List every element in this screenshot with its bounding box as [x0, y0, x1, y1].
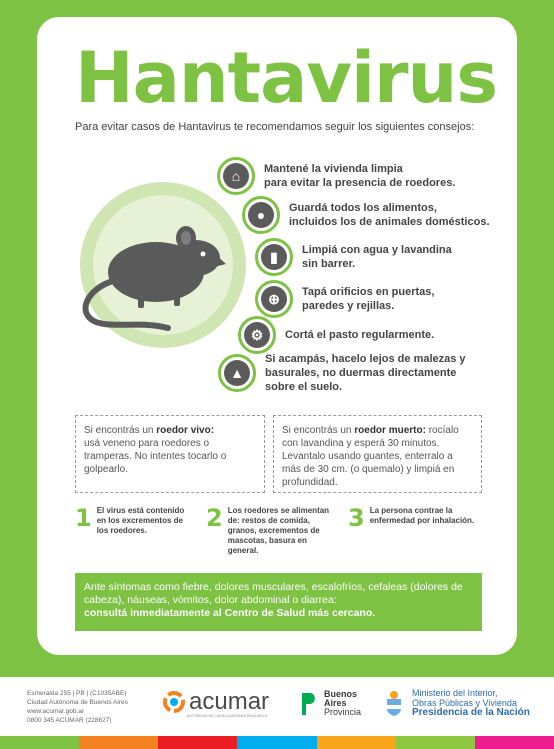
website-link[interactable]: www.acumar.gob.ar — [27, 708, 85, 715]
live-rodent-prefix: Si encontrás un — [84, 425, 157, 436]
acumar-wordmark: acumar — [189, 688, 270, 715]
fact-1 — [75, 506, 192, 536]
nacion-logo — [384, 688, 530, 718]
address-line: Esmeralda 255 | PB | (C1035ABE) — [27, 690, 127, 697]
acumar-logo — [163, 688, 270, 718]
fact-number: 1 — [75, 504, 92, 532]
dead-rodent-bold: roedor muerto: — [354, 425, 426, 436]
fact-text: El virus está contenido en los excrementos de los roedores. — [96, 506, 185, 535]
presidency-line: Presidencia de la Nación — [412, 707, 530, 718]
buenos-aires-logo — [300, 690, 361, 717]
ba-line: Provincia — [324, 707, 362, 717]
color-stripe — [0, 736, 80, 749]
dead-rodent-body: rocíalo con lavandina y esperá 30 minutos. Levantalo usando guantes, enterralo a más de 30 cm. (o quemalo) y limpiá en profundidad. — [282, 425, 459, 488]
tip-item — [242, 196, 490, 234]
ministry-line: Obras Públicas y Vivienda — [412, 698, 517, 708]
mesh-grate-icon: ⊕ — [255, 280, 293, 318]
tent-icon: ▲ — [218, 354, 256, 392]
lawn-mower-icon: ⚙ — [238, 316, 276, 354]
footer-address — [27, 689, 128, 725]
tip-item — [217, 157, 455, 195]
fact-text: Los roedores se alimentan de: restos de comida, granos, excrementos de mascotas, basura en general. — [227, 506, 330, 555]
tip-text: Si acampás, hacelo lejos de malezas y basurales, no duermas directamente sobre el suelo. — [265, 353, 466, 393]
fact-text: La persona contrae la enfermedad por inhalación. — [369, 506, 475, 525]
symptoms-alert — [75, 573, 482, 631]
alert-body: Ante síntomas como fiebre, dolores musculares, escalofríos, cefaleas (dolores de cabeza), náuseas, vómitos, dolor abdominal o diarrea: — [84, 581, 463, 606]
tip-text: Limpiá con agua y lavandina sin barrer. — [302, 244, 452, 270]
fact-number: 2 — [206, 504, 223, 532]
color-stripe — [396, 736, 476, 749]
intro-text: Para evitar casos de Hantavirus te recomendamos seguir los siguientes consejos: — [75, 121, 475, 133]
tip-item — [255, 238, 452, 276]
fact-2 — [206, 506, 340, 556]
tip-item — [255, 280, 434, 318]
ba-line: Aires — [324, 698, 347, 708]
tip-text: Cortá el pasto regularmente. — [285, 329, 435, 341]
tip-text: Tapá orificios en puertas, paredes y rejillas. — [302, 286, 435, 312]
fact-3 — [348, 506, 482, 530]
rodent-illustration — [78, 180, 248, 350]
ba-line: Buenos — [324, 689, 358, 699]
ministry-line: Ministerio del Interior, — [412, 688, 498, 698]
tip-text: Guardá todos los alimentos, incluidos los de animales domésticos. — [289, 202, 490, 228]
dead-rodent-box — [273, 415, 482, 493]
color-stripe — [79, 736, 159, 749]
color-stripe — [475, 736, 554, 749]
national-shield-icon — [384, 689, 404, 717]
dead-rodent-prefix: Si encontrás un — [282, 425, 355, 436]
apple-icon: ● — [242, 196, 280, 234]
address-line: Ciudad Autónoma de Buenos Aires — [27, 699, 128, 706]
tip-text: Mantené la vivienda limpia para evitar la presencia de roedores. — [264, 163, 456, 189]
bleach-bottle-icon: ▮ — [255, 238, 293, 276]
page-title: Hantavirus — [75, 37, 497, 119]
tip-item — [218, 352, 466, 394]
live-rodent-body: usá veneno para roedores o tramperas. No intentes tocarlo o golpearlo. — [84, 438, 227, 475]
acumar-logo-icon — [163, 691, 185, 713]
live-rodent-box — [75, 415, 265, 493]
alert-cta: consultá inmediatamente al Centro de Salud más cercano. — [84, 607, 376, 619]
acumar-tagline: AUTORIDAD DE CUENCA MATANZA RIACHUELO — [187, 714, 268, 718]
phone-number: 0800 345 ACUMAR (228627) — [27, 717, 112, 724]
color-stripe — [317, 736, 397, 749]
color-stripe — [237, 736, 317, 749]
color-stripe — [158, 736, 238, 749]
fact-number: 3 — [348, 504, 365, 532]
house-icon: ⌂ — [217, 157, 255, 195]
tip-item — [238, 316, 434, 354]
buenos-aires-p-icon — [300, 691, 318, 717]
live-rodent-bold: roedor vivo: — [156, 425, 215, 436]
